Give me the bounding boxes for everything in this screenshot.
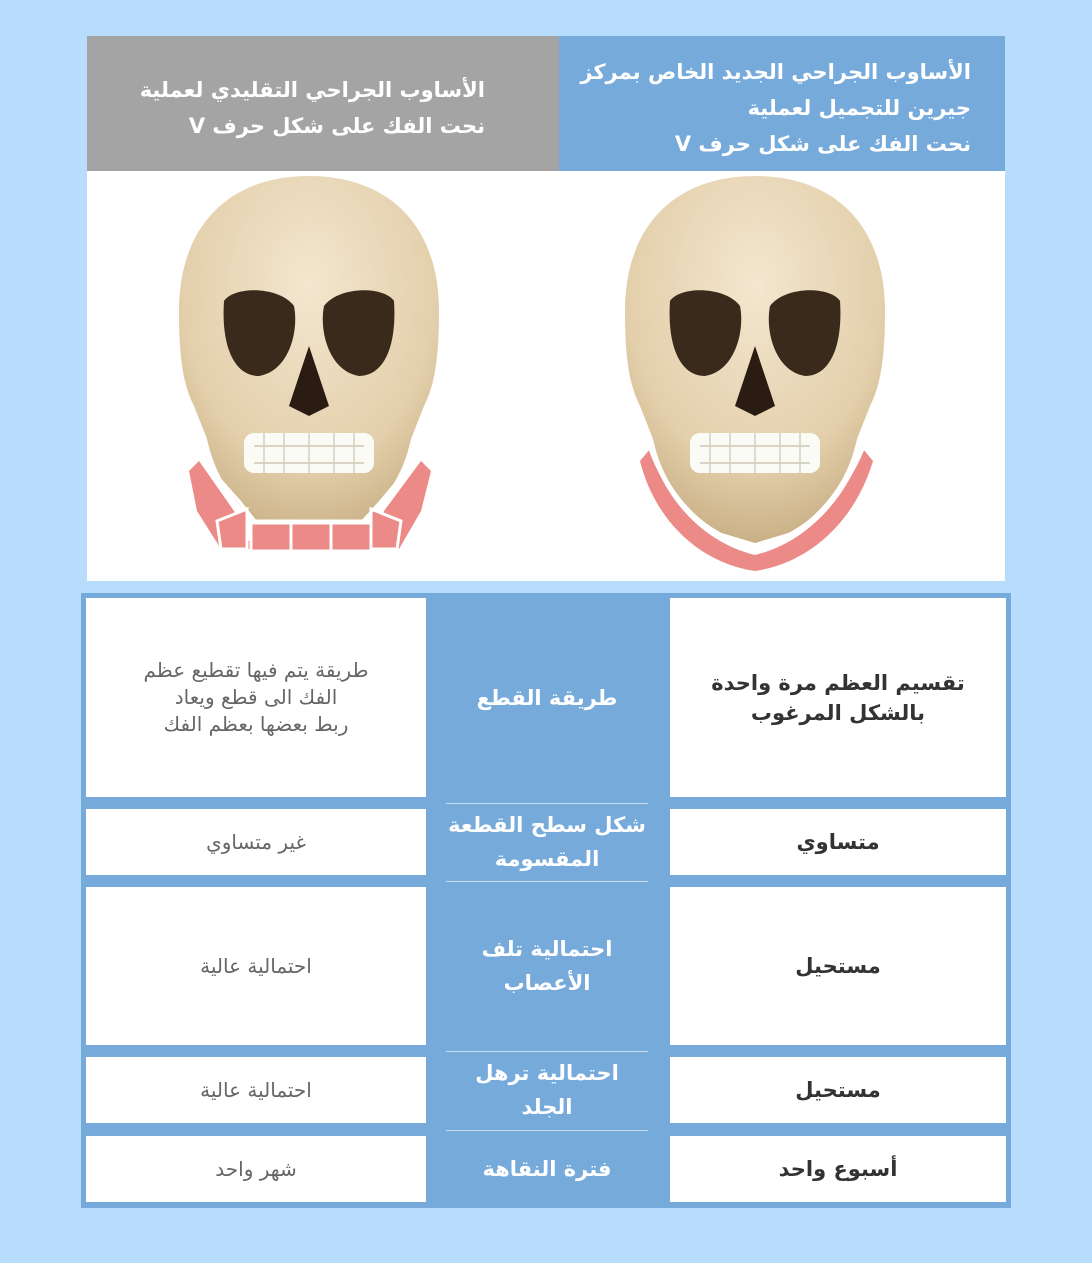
new-skull-illustration xyxy=(605,171,905,581)
new-cell-skin-sagging xyxy=(670,1057,1006,1123)
criterion-text: فترة النقاهة xyxy=(482,1157,612,1181)
criterion-text: طريقة القطع xyxy=(476,685,618,710)
cell-text: مستحيل xyxy=(795,1078,881,1102)
new-method-header xyxy=(559,36,1005,171)
cell-text: مستحيل xyxy=(795,954,881,978)
new-cell-surface-shape xyxy=(670,809,1006,875)
cell-text: غير متساوي xyxy=(206,829,306,854)
row-divider xyxy=(446,803,648,804)
row-divider xyxy=(446,1130,648,1131)
row-divider xyxy=(446,1051,648,1052)
criterion-nerve-damage xyxy=(446,887,648,1045)
cell-text: أسبوع واحد xyxy=(778,1157,898,1181)
criterion-text: احتمالية ترهل الجلد xyxy=(475,1061,619,1119)
cell-text: احتمالية عالية xyxy=(200,1077,312,1102)
traditional-cell-surface-shape xyxy=(86,809,426,875)
traditional-skull-illustration xyxy=(159,171,459,581)
traditional-cell-skin-sagging xyxy=(86,1057,426,1123)
criterion-text: احتمالية تلف الأعصاب xyxy=(481,937,613,995)
cell-text: احتمالية عالية xyxy=(200,953,312,978)
new-header-line-2: جيرين للتجميل لعملية xyxy=(747,96,971,120)
new-cell-nerve-damage xyxy=(670,887,1006,1045)
traditional-method-header xyxy=(87,36,559,171)
criterion-text: شكل سطح القطعة المقسومة xyxy=(448,813,646,871)
criterion-recovery-period xyxy=(446,1136,648,1202)
cell-text: تقسيم العظم مرة واحدة بالشكل المرغوب xyxy=(711,670,965,725)
row-divider xyxy=(446,881,648,882)
criterion-surface-shape xyxy=(446,805,648,879)
traditional-header-line-2: نحت الفك على شكل حرف V xyxy=(188,114,485,138)
cell-text: طريقة يتم فيها تقطيع عظم الفك الى قطع ويعاد ربط بعضها بعظم الفك xyxy=(143,658,369,736)
skull-comparison-image xyxy=(87,171,1005,581)
traditional-cell-cutting-method xyxy=(86,598,426,797)
cell-text: شهر واحد xyxy=(215,1156,297,1181)
comparison-table xyxy=(81,593,1011,1208)
new-cell-recovery-period xyxy=(670,1136,1006,1202)
criterion-skin-sagging xyxy=(446,1053,648,1127)
new-header-line-3: نحت الفك على شكل حرف V xyxy=(674,132,971,156)
cell-text: متساوي xyxy=(796,830,880,854)
traditional-header-line-1: الأساوب الجراحي التقليدي لعملية xyxy=(139,78,485,102)
traditional-cell-recovery-period xyxy=(86,1136,426,1202)
new-header-line-1: الأساوب الجراحي الجديد الخاص بمركز xyxy=(580,60,971,84)
criterion-cutting-method xyxy=(446,598,648,797)
traditional-cell-nerve-damage xyxy=(86,887,426,1045)
new-cell-cutting-method xyxy=(670,598,1006,797)
